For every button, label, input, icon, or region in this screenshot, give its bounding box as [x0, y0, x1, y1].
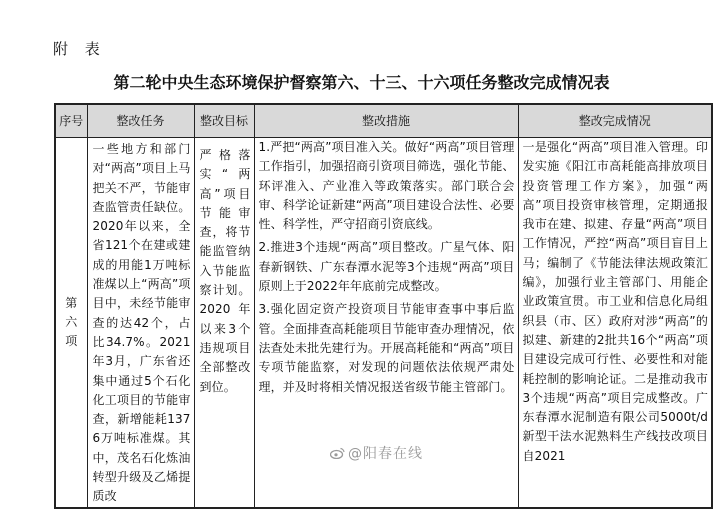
- cell-seq: [55, 138, 87, 508]
- table-header-row: [55, 104, 712, 138]
- weibo-icon: [330, 447, 345, 459]
- target-text: 严格落实“两高”项目节能审查，将节能监管纳入节能监察计划。2020年以来3个违规项目全部整改到位。: [199, 148, 251, 394]
- col-header-completion: 整改完成情况: [518, 104, 712, 138]
- seq-text: 第六项: [65, 295, 78, 348]
- watermark-text: @阳春在线: [348, 446, 423, 462]
- completion-text: 一是强化“两高”项目准入管理。印发实施《阳江市高耗能高排放项目投资管理工作方案》，加强“两高”项目投资审核管理，定期通报我市在建、拟建、存量“两高”项目工作情况，严控“两高”项目盲目上马；编制了《节能法律法规政策汇编》，加强行业主管部门、用能企业政策宣贯。市工业和信息化局组织县（市、区）政府对涉“两高”的拟建、新建的2批共16个“两高”项目建设完成可行性、必要性和对能耗控制的影响论证。二是推动我市3个违规“两高”项目完成整改。广东春潭水泥制造有限公司5000t/d新型干法水泥熟料生产线技改项目自2021: [522, 140, 708, 463]
- col-header-seq: 序号: [55, 104, 87, 138]
- cell-target: [194, 138, 254, 508]
- col-header-target: 整改目标: [194, 104, 254, 138]
- measures-list: [255, 138, 518, 397]
- watermark: [330, 443, 423, 463]
- appendix-label: 附 表: [53, 40, 106, 58]
- task-text: 一些地方和部门对“两高”项目上马把关不严，节能审查监管责任缺位。2020年以来，全省121个在建或建成的用能1万吨标准煤以上“两高”项目中，未经节能审查的达42个，占比34.7%。2021年3月，广东省还集中通过5个石化化工项目的节能审查，新增能耗1376万吨标准煤。其中，茂名石化炼油转型升级及乙烯提质改: [92, 142, 191, 504]
- measure-item-2: 2.推进3个违规“两高”项目整改。广星气体、阳春新钢铁、广东春潭水泥等3个违规“两高”项目原则上于2022年年底前完成整改。: [258, 240, 515, 294]
- col-header-measures: 整改措施: [254, 104, 518, 138]
- page-title: 第二轮中央生态环境保护督察第六、十三、十六项任务整改完成情况表: [113, 73, 610, 92]
- cell-completion: [518, 138, 712, 508]
- measure-item-1: 1.严把“两高”项目准入关。做好“两高”项目管理工作指引，加强招商引资项目筛选，强化节能、环评准入、产业准入等政策落实。部门联合会审、科学论证新建“两高”项目建设合法性、必要性、科学性，严守招商引资底线。: [258, 140, 515, 232]
- cell-task: [87, 138, 194, 508]
- col-header-task: 整改任务: [87, 104, 194, 138]
- measure-item-3: 3.强化固定资产投资项目节能审查事中事后监管。全面排查高耗能项目节能审查办理情况，依法查处未批先建行为。开展高耗能和“两高”项目专项节能监察，对发现的问题依法依规严肃处理，并及时将相关情况报送省级节能主管部门。: [258, 302, 515, 394]
